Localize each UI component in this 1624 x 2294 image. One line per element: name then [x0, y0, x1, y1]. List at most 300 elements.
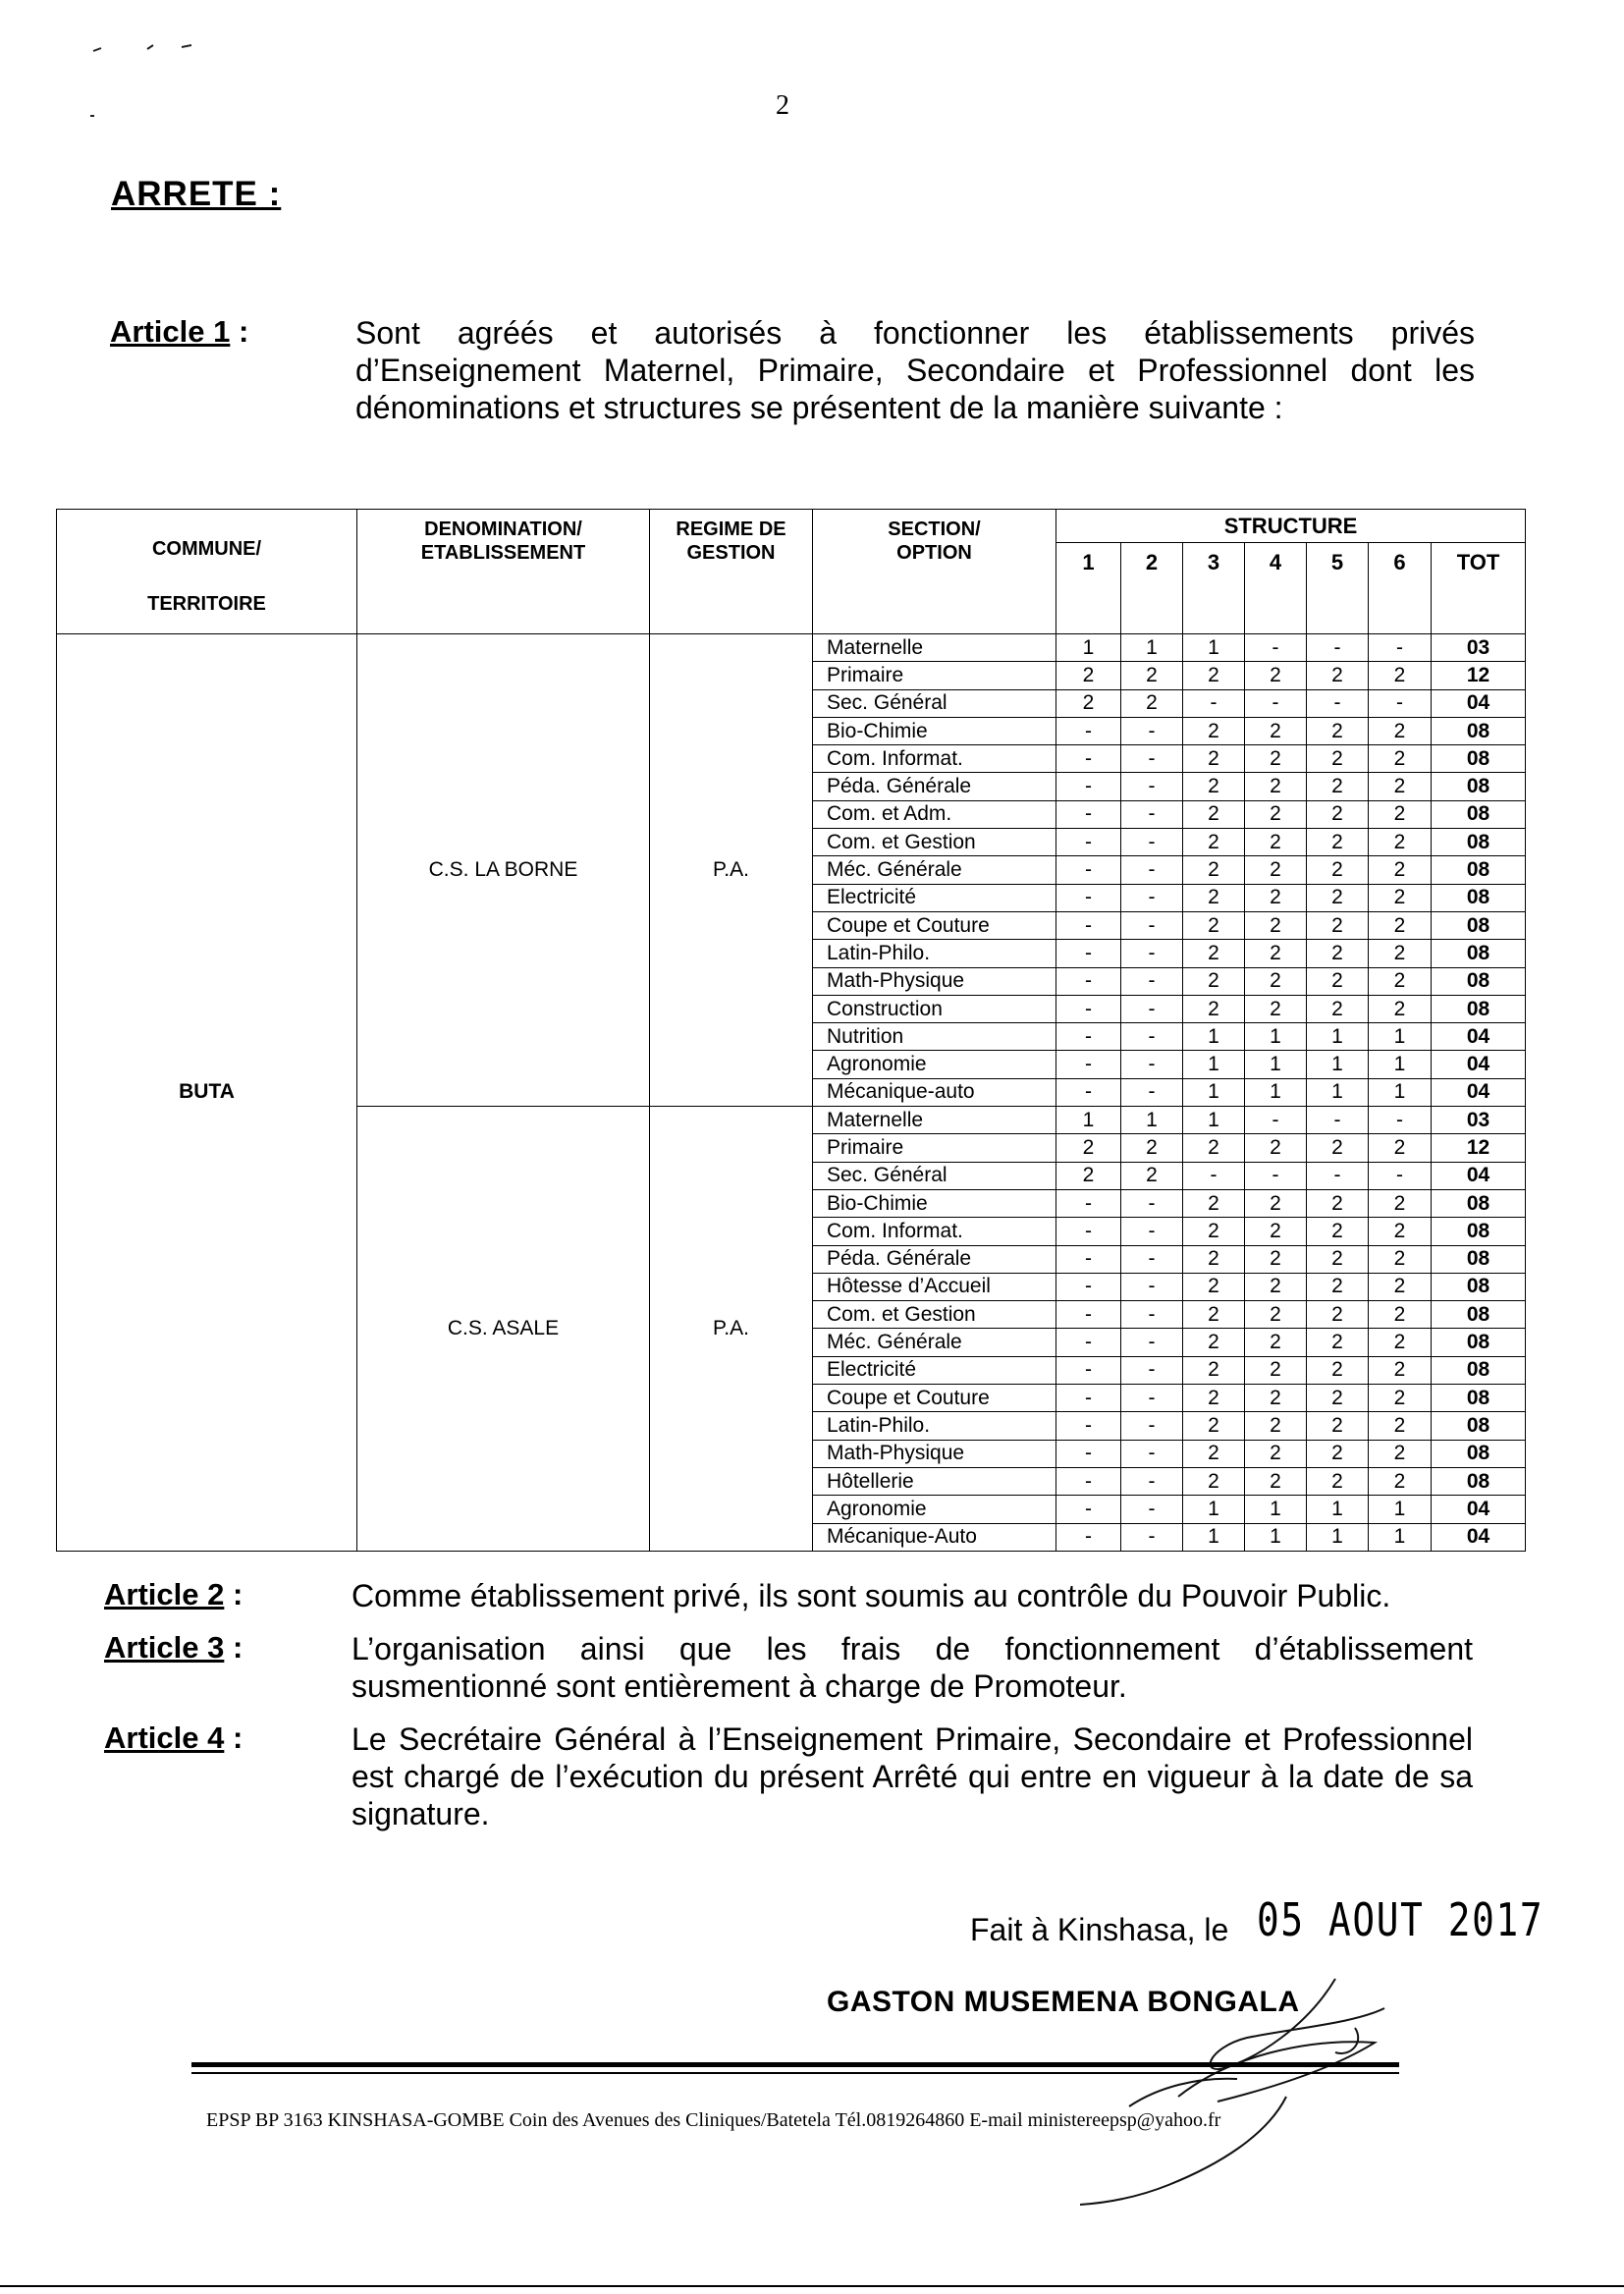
header-regime-line1: REGIME DE	[676, 519, 786, 540]
total-cell: 08	[1432, 911, 1526, 939]
structure-cell-2: -	[1121, 1301, 1183, 1329]
structure-cell-1: 2	[1056, 1134, 1121, 1162]
structure-cell-6: 2	[1369, 1134, 1432, 1162]
structure-cell-2: -	[1121, 1273, 1183, 1300]
structure-cell-1: -	[1056, 1467, 1121, 1495]
structure-cell-6: 2	[1369, 1385, 1432, 1412]
structure-cell-2: -	[1121, 884, 1183, 911]
option-name: Com. et Gestion	[813, 829, 1056, 856]
scan-marks	[0, 0, 255, 128]
structure-cell-6: -	[1369, 634, 1432, 662]
structure-cell-5: -	[1307, 1107, 1369, 1134]
structure-cell-1: 2	[1056, 662, 1121, 689]
total-cell: 08	[1432, 829, 1526, 856]
structure-cell-6: 2	[1369, 829, 1432, 856]
structure-cell-3: 2	[1183, 773, 1245, 800]
article-2-sep: :	[224, 1577, 244, 1611]
structure-cell-2: -	[1121, 773, 1183, 800]
structure-cell-6: 2	[1369, 1467, 1432, 1495]
structure-cell-4: 2	[1245, 940, 1307, 967]
structure-cell-3: 2	[1183, 1301, 1245, 1329]
management-regime: P.A.	[650, 1107, 813, 1552]
option-name: Com. et Gestion	[813, 1301, 1056, 1329]
total-cell: 08	[1432, 1218, 1526, 1245]
structure-cell-1: -	[1056, 773, 1121, 800]
structure-cell-1: -	[1056, 745, 1121, 773]
structure-cell-3: 1	[1183, 1023, 1245, 1051]
total-cell: 08	[1432, 717, 1526, 744]
structure-cell-4: 2	[1245, 884, 1307, 911]
structure-cell-3: 2	[1183, 1134, 1245, 1162]
total-cell: 08	[1432, 1412, 1526, 1440]
structure-cell-5: 2	[1307, 829, 1369, 856]
structure-cell-2: -	[1121, 1412, 1183, 1440]
option-name: Bio-Chimie	[813, 717, 1056, 744]
structure-cell-2: -	[1121, 1385, 1183, 1412]
structure-cell-5: -	[1307, 689, 1369, 717]
article-4-label-text: Article 4	[104, 1720, 225, 1755]
header-commune	[57, 510, 357, 634]
structure-cell-1: -	[1056, 1385, 1121, 1412]
article-2-text: Comme établissement privé, ils sont soumis au contrôle du Pouvoir Public.	[352, 1578, 1391, 1613]
structure-cell-3: 1	[1183, 634, 1245, 662]
footer-rule-thick	[191, 2062, 1399, 2067]
structure-cell-3: 2	[1183, 911, 1245, 939]
structure-cell-4: 2	[1245, 1467, 1307, 1495]
article-1-label	[110, 314, 248, 350]
structure-cell-5: 2	[1307, 995, 1369, 1022]
structure-cell-5: 1	[1307, 1078, 1369, 1106]
structure-cell-4: -	[1245, 1162, 1307, 1189]
structure-cell-1: -	[1056, 1356, 1121, 1384]
structure-cell-4: 2	[1245, 967, 1307, 995]
total-cell: 03	[1432, 1107, 1526, 1134]
total-cell: 04	[1432, 1023, 1526, 1051]
structure-cell-3: 2	[1183, 856, 1245, 884]
header-denomination	[357, 510, 650, 634]
option-name: Electricité	[813, 1356, 1056, 1384]
structure-cell-3: 1	[1183, 1496, 1245, 1523]
header-col-4: 4	[1245, 543, 1307, 634]
structure-cell-6: -	[1369, 689, 1432, 717]
structure-cell-2: 2	[1121, 662, 1183, 689]
structure-cell-6: 2	[1369, 1218, 1432, 1245]
structure-cell-5: 2	[1307, 773, 1369, 800]
article-3-text: L’organisation ainsi que les frais de fonctionnement d’établissement susmentionné sont entièrement à charge de Promoteur.	[352, 1631, 1473, 1704]
total-cell: 08	[1432, 884, 1526, 911]
structure-cell-2: -	[1121, 911, 1183, 939]
article-4-label	[104, 1720, 243, 1756]
total-cell: 12	[1432, 662, 1526, 689]
signatory-name: GASTON MUSEMENA BONGALA	[827, 1986, 1300, 2018]
structure-cell-6: 1	[1369, 1023, 1432, 1051]
structure-cell-2: -	[1121, 800, 1183, 828]
header-denomination-line2: ETABLISSEMENT	[420, 542, 586, 564]
structure-cell-5: 2	[1307, 1134, 1369, 1162]
page-bottom-edge	[0, 2285, 1624, 2287]
option-name: Hôtellerie	[813, 1467, 1056, 1495]
structure-cell-4: 2	[1245, 662, 1307, 689]
structure-cell-2: -	[1121, 1467, 1183, 1495]
structure-cell-2: -	[1121, 1523, 1183, 1551]
structure-cell-5: 2	[1307, 745, 1369, 773]
total-cell: 04	[1432, 1078, 1526, 1106]
structure-cell-5: 2	[1307, 662, 1369, 689]
structure-cell-6: 2	[1369, 856, 1432, 884]
structure-cell-3: 2	[1183, 1273, 1245, 1300]
structure-cell-2: -	[1121, 1440, 1183, 1467]
structure-cell-6: 2	[1369, 995, 1432, 1022]
option-name: Mécanique-auto	[813, 1078, 1056, 1106]
structure-cell-3: 1	[1183, 1523, 1245, 1551]
total-cell: 08	[1432, 1356, 1526, 1384]
option-name: Méc. Générale	[813, 1329, 1056, 1356]
article-3-label	[104, 1630, 243, 1666]
structure-cell-4: 2	[1245, 1329, 1307, 1356]
structure-cell-1: -	[1056, 1245, 1121, 1273]
option-name: Math-Physique	[813, 967, 1056, 995]
total-cell: 08	[1432, 967, 1526, 995]
header-regime	[650, 510, 813, 634]
structure-cell-1: -	[1056, 829, 1121, 856]
structure-cell-4: 2	[1245, 1218, 1307, 1245]
structure-cell-4: 2	[1245, 745, 1307, 773]
structure-cell-5: -	[1307, 634, 1369, 662]
total-cell: 08	[1432, 745, 1526, 773]
structure-cell-1: -	[1056, 1078, 1121, 1106]
establishment-name: C.S. LA BORNE	[357, 634, 650, 1107]
option-name: Maternelle	[813, 634, 1056, 662]
structure-cell-4: 2	[1245, 1134, 1307, 1162]
structure-cell-6: 1	[1369, 1078, 1432, 1106]
structure-cell-4: 2	[1245, 1273, 1307, 1300]
structure-cell-2: -	[1121, 1245, 1183, 1273]
option-name: Bio-Chimie	[813, 1189, 1056, 1217]
option-name: Méc. Générale	[813, 856, 1056, 884]
article-4-text: Le Secrétaire Général à l’Enseignement Primaire, Secondaire et Professionnel est chargé de l’exécution du présent Arrêté qui entre en vigueur à la date de sa signature.	[352, 1721, 1473, 1831]
structure-cell-1: -	[1056, 1301, 1121, 1329]
structure-cell-5: 2	[1307, 884, 1369, 911]
footer-address: EPSP BP 3163 KINSHASA-GOMBE Coin des Avenues des Cliniques/Batetela Tél.0819264860 E-mail ministereepsp@yahoo.fr	[206, 2109, 1221, 2131]
article-3-label-text: Article 3	[104, 1630, 225, 1665]
option-name: Primaire	[813, 662, 1056, 689]
total-cell: 12	[1432, 1134, 1526, 1162]
article-1-text: Sont agréés et autorisés à fonctionner les établissements privés d’Enseignement Maternel, Primaire, Secondaire et Professionnel dont les dénominations et structures se présentent de la manière suivante :	[355, 315, 1475, 425]
structure-cell-1: -	[1056, 800, 1121, 828]
structure-cell-5: 2	[1307, 856, 1369, 884]
article-2-label	[104, 1577, 243, 1612]
structure-cell-6: 2	[1369, 940, 1432, 967]
structure-cell-6: 2	[1369, 911, 1432, 939]
structure-cell-2: -	[1121, 717, 1183, 744]
option-name: Coupe et Couture	[813, 1385, 1056, 1412]
structure-cell-1: -	[1056, 1440, 1121, 1467]
structure-cell-4: 1	[1245, 1078, 1307, 1106]
structure-cell-3: 2	[1183, 884, 1245, 911]
structure-cell-2: 1	[1121, 1107, 1183, 1134]
option-name: Com. et Adm.	[813, 800, 1056, 828]
option-name: Latin-Philo.	[813, 940, 1056, 967]
structure-cell-3: 2	[1183, 1218, 1245, 1245]
structure-cell-2: -	[1121, 1496, 1183, 1523]
structure-cell-2: -	[1121, 745, 1183, 773]
option-name: Com. Informat.	[813, 745, 1056, 773]
option-name: Mécanique-Auto	[813, 1523, 1056, 1551]
structure-cell-3: -	[1183, 1162, 1245, 1189]
header-col-6: 6	[1369, 543, 1432, 634]
structure-cell-4: 2	[1245, 1356, 1307, 1384]
structure-cell-3: 1	[1183, 1107, 1245, 1134]
structure-cell-6: 2	[1369, 1329, 1432, 1356]
option-name: Com. Informat.	[813, 1218, 1056, 1245]
structure-cell-1: -	[1056, 1523, 1121, 1551]
structure-cell-5: 2	[1307, 940, 1369, 967]
date-stamp: 05 AOUT 2017	[1257, 1893, 1544, 1946]
structure-cell-2: 1	[1121, 634, 1183, 662]
total-cell: 08	[1432, 940, 1526, 967]
management-regime: P.A.	[650, 634, 813, 1107]
structure-cell-3: 2	[1183, 995, 1245, 1022]
structure-cell-5: 1	[1307, 1051, 1369, 1078]
total-cell: 08	[1432, 995, 1526, 1022]
structure-cell-1: 1	[1056, 634, 1121, 662]
option-name: Agronomie	[813, 1051, 1056, 1078]
header-col-5: 5	[1307, 543, 1369, 634]
structure-cell-4: -	[1245, 689, 1307, 717]
structure-cell-6: 1	[1369, 1523, 1432, 1551]
structure-cell-4: 2	[1245, 717, 1307, 744]
structure-cell-1: -	[1056, 1051, 1121, 1078]
structure-cell-1: 2	[1056, 689, 1121, 717]
structure-cell-2: -	[1121, 967, 1183, 995]
option-name: Péda. Générale	[813, 1245, 1056, 1273]
structure-cell-6: 2	[1369, 800, 1432, 828]
header-section	[813, 510, 1056, 634]
structure-cell-4: 2	[1245, 856, 1307, 884]
option-name: Construction	[813, 995, 1056, 1022]
structure-cell-3: 2	[1183, 1356, 1245, 1384]
total-cell: 08	[1432, 856, 1526, 884]
structure-cell-2: -	[1121, 940, 1183, 967]
structure-cell-2: -	[1121, 1356, 1183, 1384]
structure-cell-4: 2	[1245, 1412, 1307, 1440]
structure-cell-5: 2	[1307, 1301, 1369, 1329]
commune-cell: BUTA	[57, 634, 357, 1552]
structure-cell-3: 2	[1183, 662, 1245, 689]
structure-cell-6: 2	[1369, 1245, 1432, 1273]
structure-cell-5: 2	[1307, 717, 1369, 744]
place-label: Fait à Kinshasa, le	[970, 1912, 1229, 1947]
header-commune-line1: COMMUNE/	[151, 538, 262, 560]
structure-cell-2: -	[1121, 995, 1183, 1022]
structure-cell-6: 2	[1369, 1189, 1432, 1217]
structure-cell-4: 1	[1245, 1023, 1307, 1051]
total-cell: 03	[1432, 634, 1526, 662]
structure-cell-5: 1	[1307, 1523, 1369, 1551]
structure-cell-4: 1	[1245, 1051, 1307, 1078]
total-cell: 08	[1432, 773, 1526, 800]
structure-cell-6: 2	[1369, 1356, 1432, 1384]
structure-cell-3: 1	[1183, 1078, 1245, 1106]
structure-cell-6: 2	[1369, 745, 1432, 773]
structure-cell-5: 2	[1307, 1189, 1369, 1217]
structure-cell-4: -	[1245, 1107, 1307, 1134]
header-denomination-line1: DENOMINATION/	[424, 519, 582, 540]
structure-cell-1: -	[1056, 1496, 1121, 1523]
structure-cell-1: -	[1056, 1329, 1121, 1356]
structure-cell-3: 2	[1183, 1329, 1245, 1356]
structure-cell-3: 2	[1183, 1385, 1245, 1412]
structure-cell-5: 2	[1307, 1412, 1369, 1440]
header-commune-line2: TERRITOIRE	[147, 593, 266, 615]
structure-cell-1: -	[1056, 940, 1121, 967]
option-name: Sec. Général	[813, 1162, 1056, 1189]
structure-cell-6: 2	[1369, 717, 1432, 744]
structure-cell-5: 2	[1307, 911, 1369, 939]
structure-cell-3: 2	[1183, 745, 1245, 773]
establishments-table	[56, 509, 1526, 1552]
structure-cell-5: 1	[1307, 1496, 1369, 1523]
establishment-name: C.S. ASALE	[357, 1107, 650, 1552]
header-regime-line2: GESTION	[686, 542, 776, 564]
structure-cell-3: 2	[1183, 967, 1245, 995]
total-cell: 08	[1432, 800, 1526, 828]
structure-cell-5: 2	[1307, 1273, 1369, 1300]
structure-cell-6: 2	[1369, 1273, 1432, 1300]
structure-cell-1: -	[1056, 1412, 1121, 1440]
structure-cell-2: 2	[1121, 1162, 1183, 1189]
option-name: Sec. Général	[813, 689, 1056, 717]
handwritten-signature	[1060, 1969, 1414, 2214]
structure-cell-5: 2	[1307, 1440, 1369, 1467]
structure-cell-1: -	[1056, 1218, 1121, 1245]
total-cell: 08	[1432, 1440, 1526, 1467]
structure-cell-4: 2	[1245, 829, 1307, 856]
table-row	[57, 634, 1526, 662]
total-cell: 04	[1432, 1162, 1526, 1189]
article-3-sep: :	[224, 1630, 244, 1665]
option-name: Nutrition	[813, 1023, 1056, 1051]
option-name: Primaire	[813, 1134, 1056, 1162]
structure-cell-4: 2	[1245, 773, 1307, 800]
option-name: Latin-Philo.	[813, 1412, 1056, 1440]
structure-cell-1: -	[1056, 717, 1121, 744]
structure-cell-4: 1	[1245, 1523, 1307, 1551]
structure-cell-3: 2	[1183, 940, 1245, 967]
structure-cell-1: -	[1056, 1189, 1121, 1217]
header-section-line2: OPTION	[896, 542, 972, 564]
structure-cell-6: 2	[1369, 1440, 1432, 1467]
structure-cell-3: 2	[1183, 717, 1245, 744]
total-cell: 08	[1432, 1273, 1526, 1300]
structure-cell-4: 2	[1245, 800, 1307, 828]
structure-cell-1: 1	[1056, 1107, 1121, 1134]
structure-cell-2: 2	[1121, 1134, 1183, 1162]
structure-cell-6: 2	[1369, 1301, 1432, 1329]
decree-heading: ARRETE :	[111, 175, 282, 213]
structure-cell-3: 2	[1183, 1467, 1245, 1495]
total-cell: 08	[1432, 1245, 1526, 1273]
structure-cell-5: 2	[1307, 1329, 1369, 1356]
structure-cell-1: -	[1056, 967, 1121, 995]
structure-cell-2: -	[1121, 856, 1183, 884]
structure-cell-1: -	[1056, 1273, 1121, 1300]
total-cell: 08	[1432, 1467, 1526, 1495]
structure-cell-2: -	[1121, 829, 1183, 856]
total-cell: 04	[1432, 1051, 1526, 1078]
structure-cell-2: -	[1121, 1078, 1183, 1106]
structure-cell-3: 2	[1183, 829, 1245, 856]
structure-cell-2: -	[1121, 1189, 1183, 1217]
total-cell: 08	[1432, 1189, 1526, 1217]
header-col-tot: TOT	[1432, 543, 1526, 634]
header-col-3: 3	[1183, 543, 1245, 634]
structure-cell-3: 2	[1183, 1440, 1245, 1467]
structure-cell-3: 2	[1183, 1412, 1245, 1440]
structure-cell-3: -	[1183, 689, 1245, 717]
structure-cell-6: 1	[1369, 1496, 1432, 1523]
structure-cell-2: -	[1121, 1218, 1183, 1245]
header-section-line1: SECTION/	[888, 519, 981, 540]
option-name: Math-Physique	[813, 1440, 1056, 1467]
structure-cell-6: -	[1369, 1162, 1432, 1189]
structure-cell-4: 2	[1245, 1245, 1307, 1273]
structure-cell-3: 1	[1183, 1051, 1245, 1078]
structure-cell-4: 2	[1245, 1440, 1307, 1467]
structure-cell-5: 2	[1307, 1467, 1369, 1495]
structure-cell-2: -	[1121, 1023, 1183, 1051]
structure-cell-5: 2	[1307, 1356, 1369, 1384]
page-number: 2	[776, 90, 789, 121]
structure-cell-5: 2	[1307, 1385, 1369, 1412]
total-cell: 04	[1432, 689, 1526, 717]
structure-cell-6: 2	[1369, 967, 1432, 995]
total-cell: 08	[1432, 1385, 1526, 1412]
structure-cell-4: 2	[1245, 911, 1307, 939]
option-name: Electricité	[813, 884, 1056, 911]
structure-cell-2: -	[1121, 1329, 1183, 1356]
option-name: Coupe et Couture	[813, 911, 1056, 939]
structure-cell-2: 2	[1121, 689, 1183, 717]
footer-rule-thin	[191, 2072, 1399, 2074]
structure-cell-3: 2	[1183, 800, 1245, 828]
option-name: Maternelle	[813, 1107, 1056, 1134]
total-cell: 08	[1432, 1329, 1526, 1356]
structure-cell-5: 2	[1307, 967, 1369, 995]
article-4-sep: :	[224, 1720, 244, 1755]
structure-cell-3: 2	[1183, 1189, 1245, 1217]
structure-cell-2: -	[1121, 1051, 1183, 1078]
option-name: Péda. Générale	[813, 773, 1056, 800]
structure-cell-6: 1	[1369, 1051, 1432, 1078]
structure-cell-5: 1	[1307, 1023, 1369, 1051]
structure-cell-1: -	[1056, 1023, 1121, 1051]
structure-cell-4: 2	[1245, 995, 1307, 1022]
structure-cell-4: 2	[1245, 1189, 1307, 1217]
structure-cell-1: -	[1056, 884, 1121, 911]
structure-cell-5: -	[1307, 1162, 1369, 1189]
article-1-sep: :	[230, 314, 249, 349]
structure-cell-4: 2	[1245, 1385, 1307, 1412]
total-cell: 08	[1432, 1301, 1526, 1329]
header-col-1: 1	[1056, 543, 1121, 634]
structure-cell-1: -	[1056, 995, 1121, 1022]
structure-cell-6: -	[1369, 1107, 1432, 1134]
article-2-label-text: Article 2	[104, 1577, 225, 1611]
option-name: Hôtesse d’Accueil	[813, 1273, 1056, 1300]
structure-cell-6: 2	[1369, 773, 1432, 800]
structure-cell-4: -	[1245, 634, 1307, 662]
